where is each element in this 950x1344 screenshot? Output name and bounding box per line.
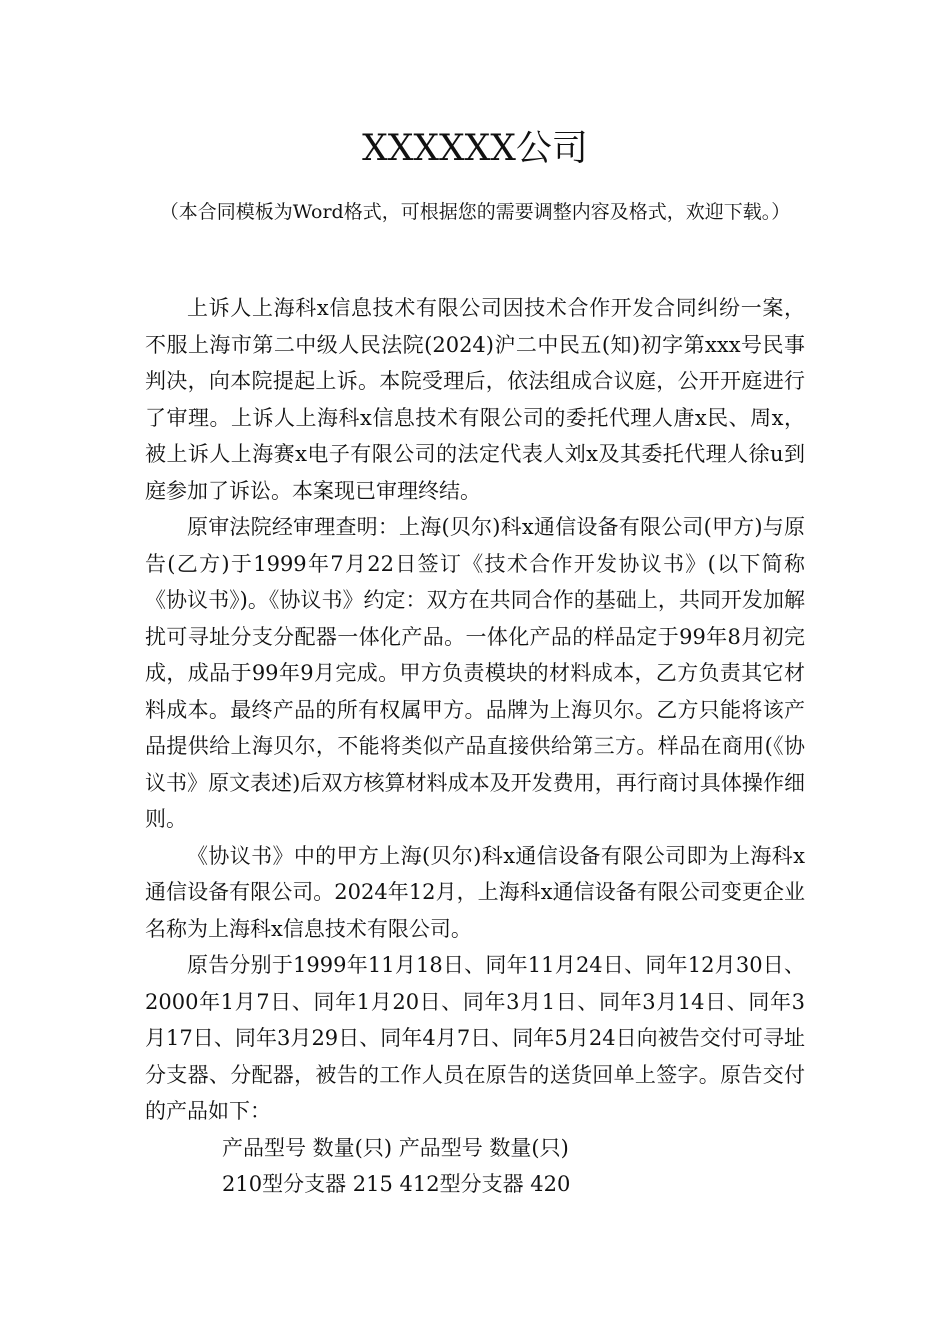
document-title: XXXXXX公司 (362, 128, 588, 169)
paragraph-appeal: 上诉人上海科x信息技术有限公司因技术合作开发合同纠纷一案，不服上海市第二中级人民法院(2024)沪二中民五(知)初字第xxx号民事判决，向本院提起上诉。本院受理后，依法组成合议庭，公开开庭进行了审理。上诉人上海科x信息技术有限公司的委托代理人唐x民、周x，被上诉人上海赛x电子有限公司的法定代表人刘x及其委托代理人徐u到庭参加了诉讼。本案现已审理终结。 (145, 296, 805, 503)
document-body (145, 290, 805, 1203)
product-table-row: 210型分支器 215 412型分支器 420 (222, 1172, 571, 1196)
document-subtitle: （本合同模板为Word格式，可根据您的需要调整内容及格式，欢迎下载。） (159, 201, 791, 223)
paragraph-deliveries: 原告分别于1999年11月18日、同年11月24日、同年12月30日、2000年1月7日、同年1月20日、同年3月1日、同年3月14日、同年3月17日、同年3月29日、同年4月7日、同年5月24日向被告交付可寻址分支器、分配器，被告的工作人员在原告的送货回单上签字。原告交付的产品如下： (145, 953, 805, 1123)
paragraph-company-rename: 《协议书》中的甲方上海(贝尔)科x通信设备有限公司即为上海科x通信设备有限公司。2024年12月，上海科x通信设备有限公司变更企业名称为上海科x信息技术有限公司。 (145, 843, 805, 941)
product-table-header: 产品型号 数量(只) 产品型号 数量(只) (222, 1135, 569, 1160)
paragraph-findings: 原审法院经审理查明：上海(贝尔)科x通信设备有限公司(甲方)与原告(乙方)于1999年7月22日签订《技术合作开发协议书》(以下简称《协议书》)。《协议书》约定：双方在共同合作的基础上，共同开发加解扰可寻址分支分配器一体化产品。一体化产品的样品定于99年8月初完成，成品于99年9月完成。甲方负责模块的材料成本，乙方负责其它材料成本。最终产品的所有权属甲方。品牌为上海贝尔。乙方只能将该产品提供给上海贝尔，不能将类似产品直接供给第三方。样品在商用(《协议书》原文表述)后双方核算材料成本及开发费用，再行商讨具体操作细则。 (145, 515, 805, 831)
